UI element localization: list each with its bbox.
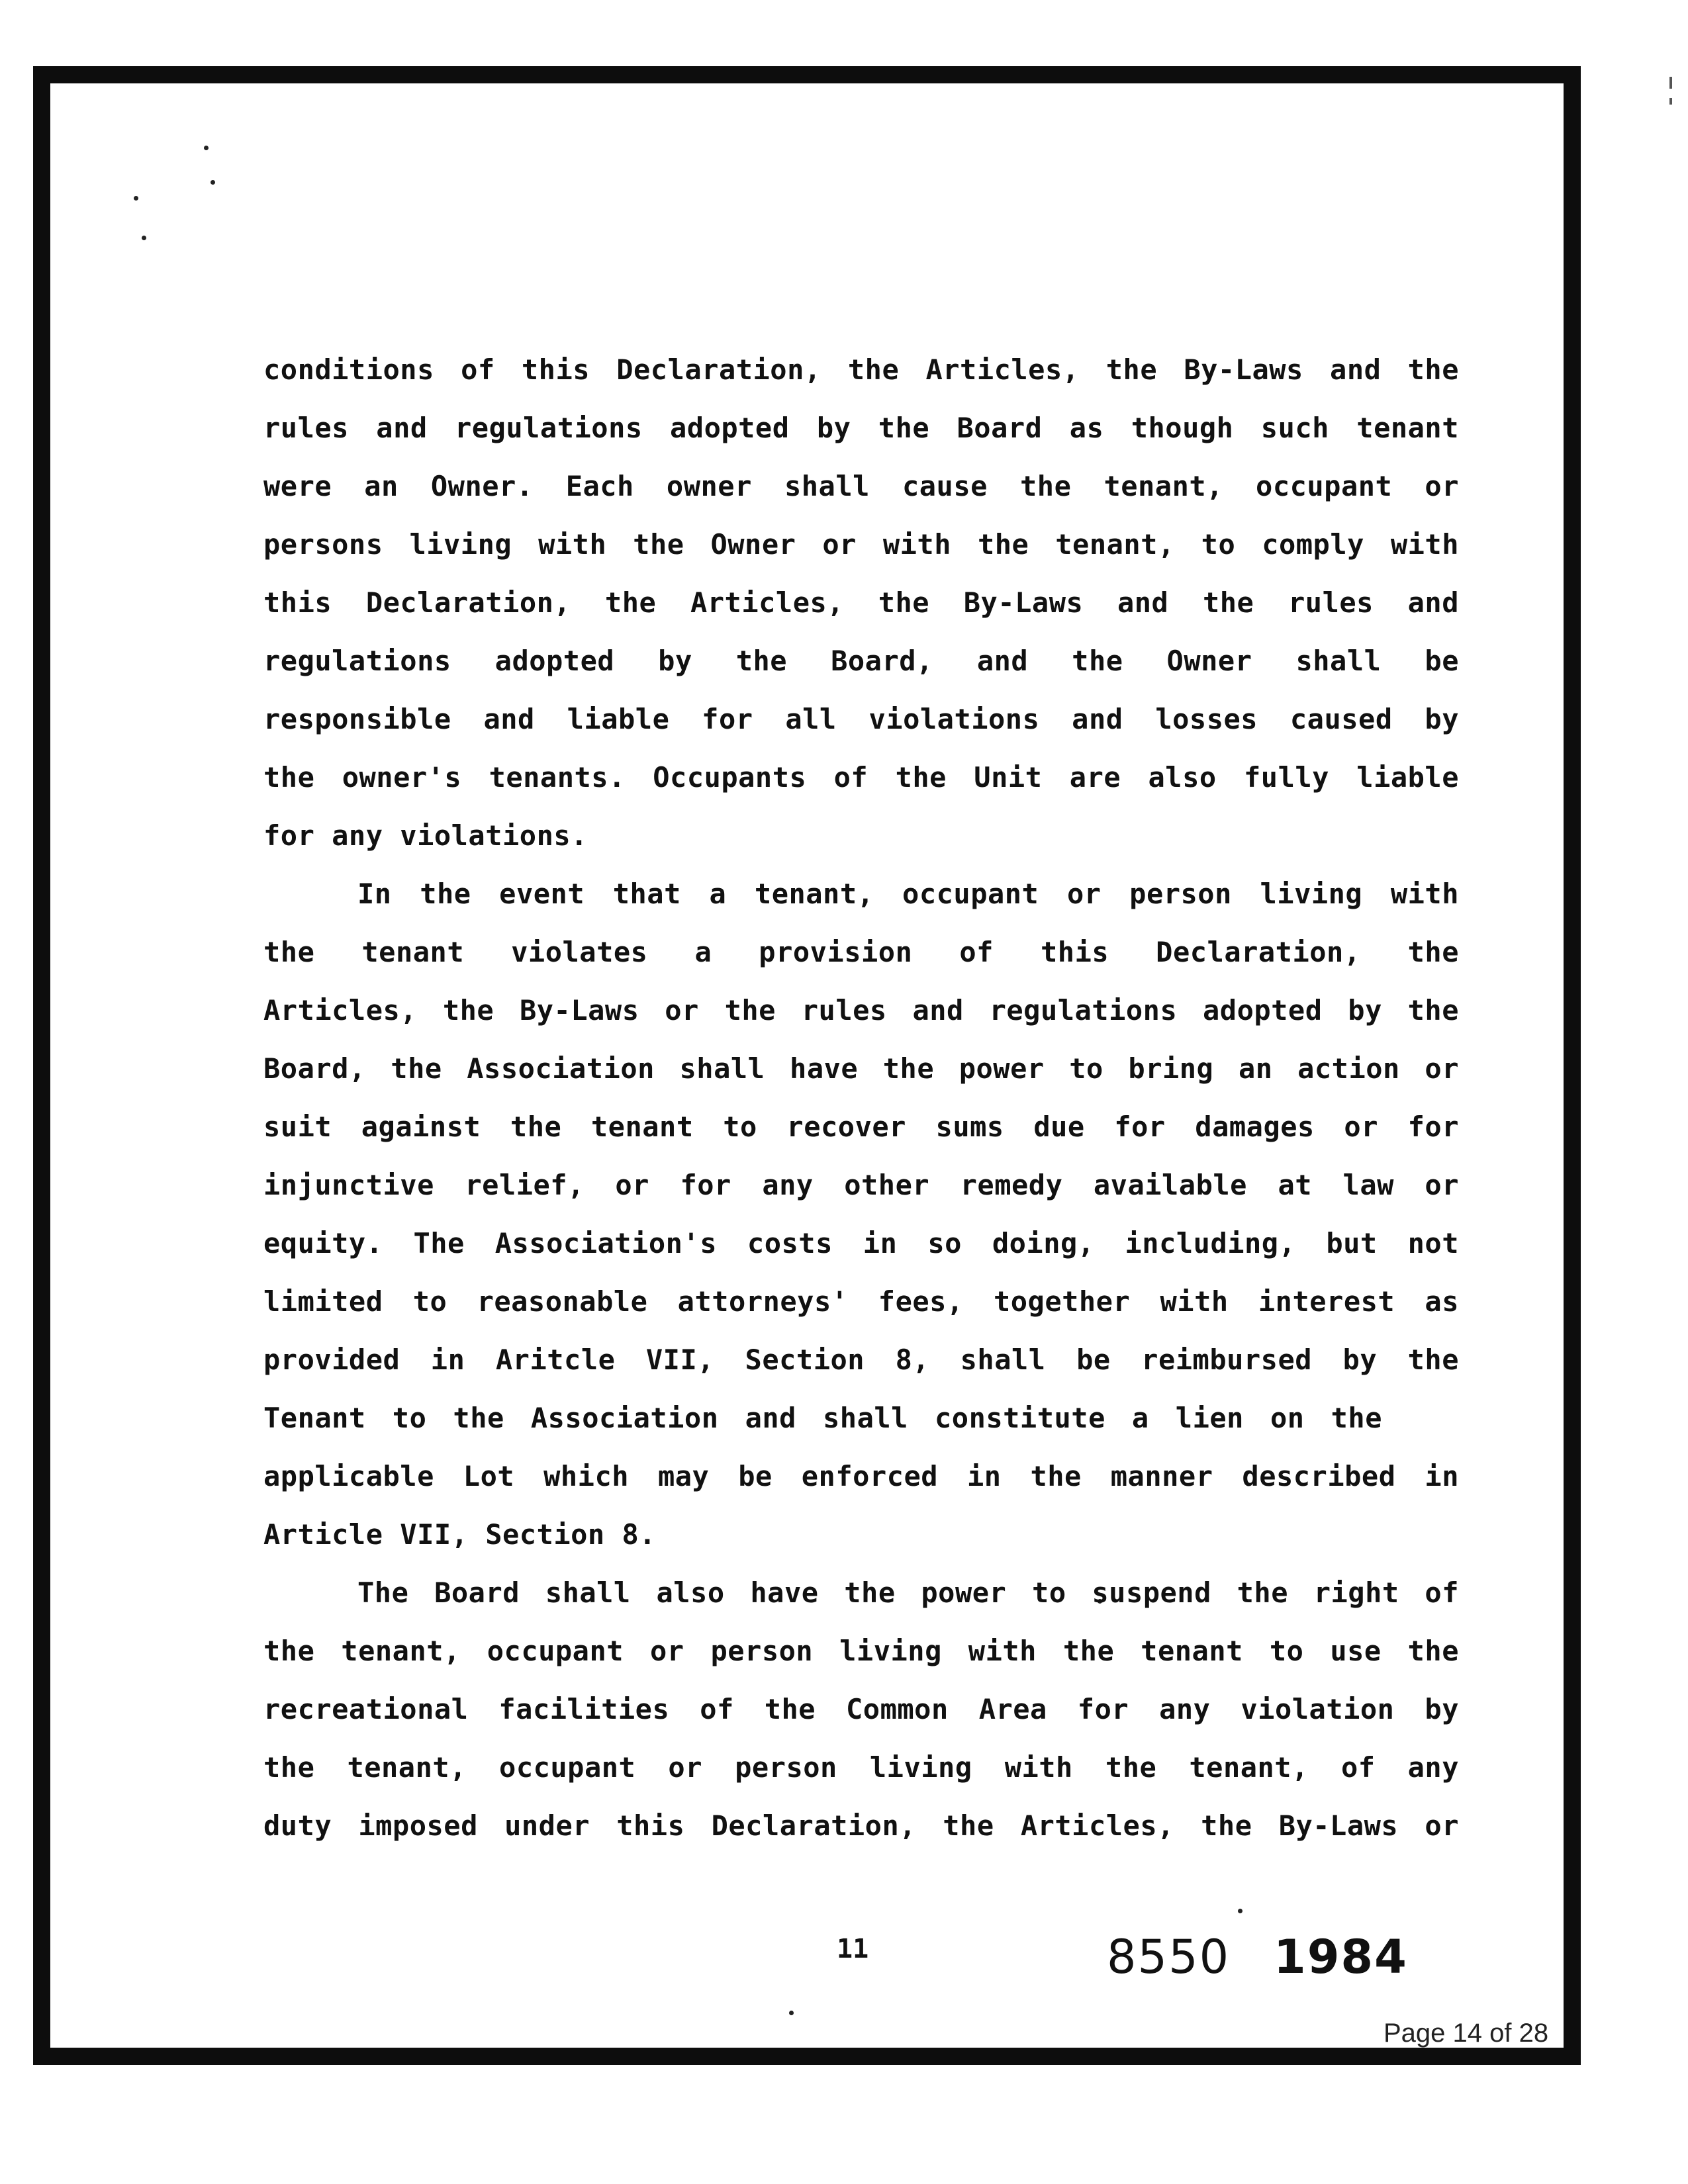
scan-edge-mark bbox=[1669, 77, 1672, 89]
text-line: for any violations. bbox=[263, 819, 588, 852]
text-line: the owner's tenants. Occupants of the Unit are also fully liable bbox=[263, 761, 1459, 794]
text-line: Articles, the By-Laws or the rules and regulations adopted by the bbox=[263, 994, 1459, 1026]
text-line: limited to reasonable attorneys' fees, together with interest as bbox=[263, 1285, 1459, 1318]
text-line: Tenant to the Association and shall constitute a lien on the bbox=[263, 1402, 1382, 1434]
text-line: Article VII, Section 8. bbox=[263, 1518, 657, 1551]
scan-speck bbox=[211, 180, 215, 185]
text-line: persons living with the Owner or with the tenant, to comply with bbox=[263, 528, 1459, 561]
text-line: rules and regulations adopted by the Board as though such tenant bbox=[263, 412, 1459, 444]
footer-page-info: Page 14 of 28 bbox=[1383, 2019, 1549, 2048]
recording-page-number: 1984 bbox=[1274, 1930, 1408, 1984]
text-line: duty imposed under this Declaration, the Articles, the By-Laws or bbox=[263, 1809, 1459, 1842]
text-line: the tenant, occupant or person living with the tenant, of any bbox=[263, 1751, 1459, 1784]
text-line: were an Owner. Each owner shall cause the tenant, occupant or bbox=[263, 470, 1459, 502]
text-line: recreational facilities of the Common Area for any violation by bbox=[263, 1693, 1459, 1725]
text-line: provided in Aritcle VII, Section 8, shall be reimbursed by the bbox=[263, 1343, 1459, 1376]
scan-speck bbox=[134, 196, 138, 201]
page-number: 11 bbox=[837, 1934, 869, 1964]
text-line: responsible and liable for all violations and losses caused by bbox=[263, 703, 1459, 735]
text-line: the tenant violates a provision of this Declaration, the bbox=[263, 936, 1459, 968]
scan-speck bbox=[1238, 1909, 1243, 1913]
text-line: Board, the Association shall have the power to bring an action or bbox=[263, 1052, 1459, 1085]
text-line: The Board shall also have the power to suspend the right of bbox=[357, 1576, 1459, 1609]
text-line: equity. The Association's costs in so doing, including, but not bbox=[263, 1227, 1459, 1259]
text-line: suit against the tenant to recover sums due for damages or for bbox=[263, 1111, 1459, 1143]
text-line: injunctive relief, or for any other remedy available at law or bbox=[263, 1169, 1459, 1201]
text-line: conditions of this Declaration, the Articles, the By-Laws and the bbox=[263, 353, 1459, 386]
scan-edge-mark bbox=[1669, 98, 1672, 105]
scan-speck bbox=[142, 236, 146, 240]
scan-speck bbox=[789, 2011, 794, 2015]
text-line: In the event that a tenant, occupant or person living with bbox=[357, 878, 1459, 910]
text-line: regulations adopted by the Board, and the Owner shall be bbox=[263, 645, 1459, 677]
text-line: the tenant, occupant or person living with the tenant to use the bbox=[263, 1635, 1459, 1667]
recording-book-number: 8550 bbox=[1107, 1930, 1231, 1984]
scan-speck bbox=[204, 146, 209, 150]
text-line: this Declaration, the Articles, the By-Laws and the rules and bbox=[263, 586, 1459, 619]
text-line: applicable Lot which may be enforced in the manner described in bbox=[263, 1460, 1459, 1492]
